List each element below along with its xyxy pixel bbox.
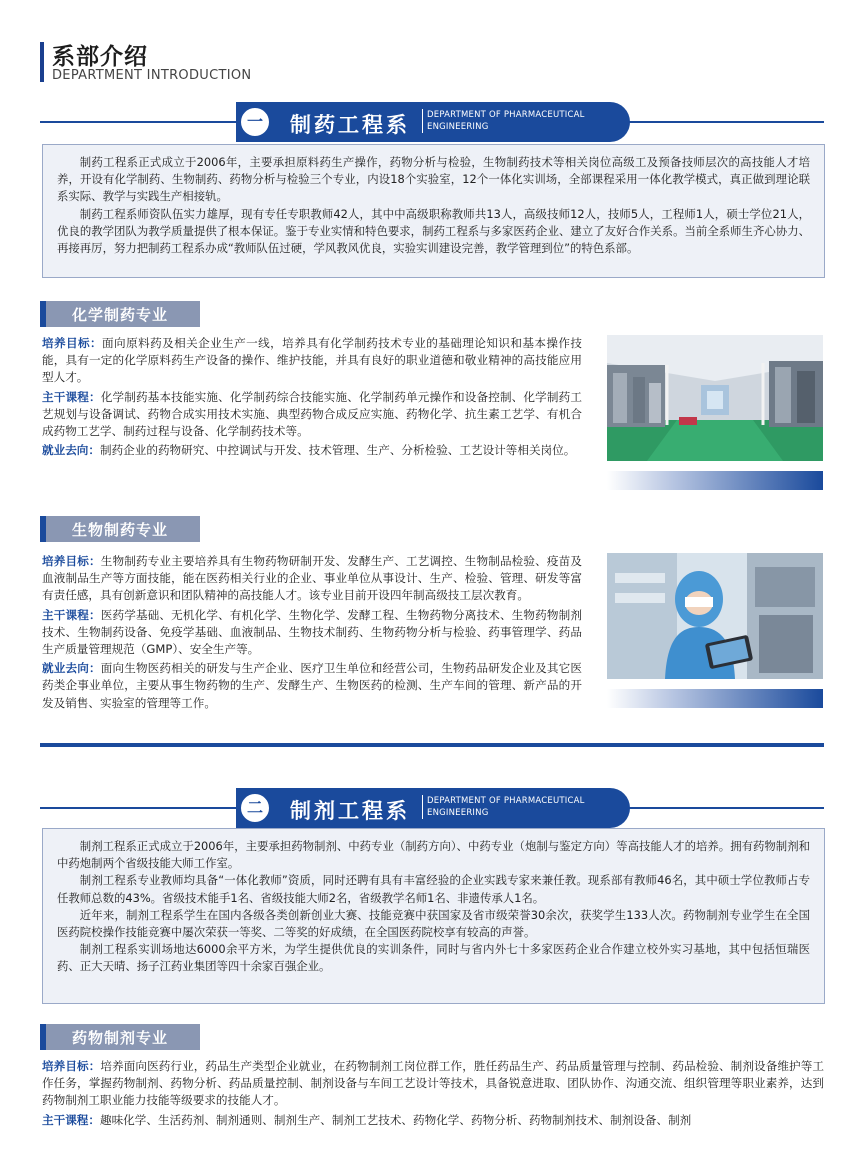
dept2-paragraph: 制剂工程系专业教师均具备“一体化教师”资质，同时还聘有具有丰富经验的企业实践专家来兼任教。现系部有教师46名，其中硕士学位教师占专任教师总数的43%。省级技术能手1名、省级技能大师2名，省级教学名师1名、非遗传承人1名。 xyxy=(57,873,810,905)
career-label: 就业去向： xyxy=(42,443,100,458)
goal-label: 培养目标： xyxy=(42,1059,101,1073)
major-tab-label: 化学制药专业 xyxy=(71,306,168,324)
goal-label: 培养目标： xyxy=(42,336,103,350)
page-subtitle: DEPARTMENT INTRODUCTION xyxy=(52,68,252,83)
major-career xyxy=(42,442,582,459)
major-goal xyxy=(42,335,582,387)
dept1-name: 制药工程系 xyxy=(290,113,410,137)
major-goal xyxy=(42,1058,824,1110)
photo-strip xyxy=(607,689,823,708)
major-career xyxy=(42,660,582,712)
dept2-english-name: DEPARTMENT OF PHARMACEUTICAL ENGINEERING xyxy=(422,795,622,819)
dept1-english-name: DEPARTMENT OF PHARMACEUTICAL ENGINEERING xyxy=(422,109,622,133)
major-goal xyxy=(42,553,582,605)
goal-text: 培养面向医药行业，药品生产类型企业就业，在药物制剂工岗位群工作，胜任药品生产、药品质量管理与控制、药品检验、制剂设备维护等工作任务，掌握药物制剂、药物分析、药品质量控制、制剂设备与车间工艺设计等技术，具备锐意进取、团队协作、沟通交流、组织管理等职业素养，达到药物制剂工职业能力技能等级要求的技能人才。 xyxy=(42,1059,824,1108)
section-separator xyxy=(40,743,824,747)
dept2-name: 制剂工程系 xyxy=(290,799,410,823)
goal-label: 培养目标： xyxy=(42,554,101,568)
dept2-banner xyxy=(236,788,630,828)
major-tab-chemical xyxy=(40,301,200,327)
major-tab-biological xyxy=(40,516,200,542)
major-chemical-text xyxy=(42,335,582,461)
dept1-banner xyxy=(236,102,630,142)
major-course xyxy=(42,1112,824,1129)
dept2-paragraph: 近年来，制剂工程系学生在国内各级各类创新创业大赛、技能竞赛中获国家及省市级荣誉30余次，获奖学生133人次。药物制剂专业学生在全国医药院校操作技能竞赛中屡次荣获一等奖、二等奖的好成绩，在全国医药院校享有较高的声誉。 xyxy=(57,907,810,940)
factory-workshop-photo xyxy=(607,335,823,461)
major-tab-label: 生物制药专业 xyxy=(71,521,168,539)
course-label: 主干课程： xyxy=(42,389,101,404)
goal-text: 生物制药专业主要培养具有生物药物研制开发、发酵生产、工艺调控、生物制品检验、疫苗及血液制品生产等方面技能，能在医药相关行业的企业、事业单位从事设计、生产、检验、管理、研发等富有责任感，具有创新意识和团队精神的高技能人才。该专业目前开设四年制高级技工层次教育。 xyxy=(42,554,582,603)
lab-technician-photo xyxy=(607,553,823,679)
course-text: 化学制药基本技能实施、化学制药综合技能实施、化学制药单元操作和设备控制、化学制药工艺规划与设备调试、药物合成实用技术实施、典型药物合成反应实施、药物化学、抗生素工艺学、有机合成药物工艺学、制药过程与设备、化学制药技术等。 xyxy=(42,389,582,439)
dept2-number-badge: 二 xyxy=(238,791,272,825)
dept2-paragraph: 制剂工程系正式成立于2006年，主要承担药物制剂、中药专业（制药方向）、中药专业（炮制与鉴定方向）等高技能人才的培养。拥有药物制剂和中药炮制两个省级技能大师工作室。 xyxy=(57,839,810,871)
header-accent-bar xyxy=(40,42,44,82)
dept1-intro-box xyxy=(42,144,825,278)
course-text: 医药学基础、无机化学、有机化学、生物化学、发酵工程、生物药物分离技术、生物药物制剂技术、生物制药设备、免疫学基础、血液制品、生物技术制药、生物药物分析与检验、药事管理学、药品生产质量管理规范（GMP）、安全生产等。 xyxy=(42,607,582,657)
dept1-paragraph: 制药工程系师资队伍实力雄厚，现有专任专职教师42人，其中中高级职称教师共13人，高级技师12人，技师5人，工程师1人，硕士学位21人，优良的教学团队为教学质量提供了根本保证。鉴于专业实情和特色要求，制药工程系与多家医药企业、建立了友好合作关系。当前全系师生齐心协力、再接再厉，努力把制药工程系办成“教师队伍过硬，学风教风优良，实验实训建设完善，教学管理到位”的特色系部。 xyxy=(57,206,810,256)
course-text: 趣味化学、生活药剂、制剂通则、制剂生产、制剂工艺技术、药物化学、药物分析、药物制剂技术、制剂设备、制剂 xyxy=(99,1112,692,1127)
photo-strip xyxy=(607,471,823,490)
page-title: 系部介绍 xyxy=(52,44,148,70)
major-biological-text xyxy=(42,553,582,714)
dept2-intro-box xyxy=(42,828,825,1004)
career-text: 制药企业的药物研究、中控调试与开发、技术管理、生产、分析检验、工艺设计等相关岗位。 xyxy=(99,443,576,458)
major-tab-label: 药物制剂专业 xyxy=(71,1029,168,1047)
goal-text: 面向原料药及相关企业生产一线，培养具有化学制药技术专业的基础理论知识和基本操作技能，具有一定的化学原料药生产设备的操作、维护技能，并具有良好的职业道德和敬业精神的高技能应用型人才。 xyxy=(42,336,582,385)
major-course xyxy=(42,607,582,659)
course-label: 主干课程： xyxy=(42,607,101,622)
dept1-paragraph: 制药工程系正式成立于2006年，主要承担原料药生产操作，药物分析与检验，生物制药技术等相关岗位高级工及预备技师层次的高技能人才培养，开设有化学制药、生物制药、药物分析与检验三个专业，内设18个实验室，12个一体化实训场，全部课程采用一体化教学模式，真正做到理论联系实际、教学与实践生产相接轨。 xyxy=(57,155,810,204)
dept1-number-badge: 一 xyxy=(238,105,272,139)
major-course xyxy=(42,389,582,441)
major-formulation-text xyxy=(42,1058,824,1172)
career-text: 面向生物医药相关的研发与生产企业、医疗卫生单位和经营公司，生物药品研发企业及其它医药类企事业单位，主要从事生物药物的生产、发酵生产、生物医药的检测、生产车间的管理、新产品的开发及销售、实验室的管理等工作。 xyxy=(42,661,582,710)
career-label: 就业去向： xyxy=(42,661,101,676)
major-tab-formulation xyxy=(40,1024,200,1050)
dept2-paragraph: 制剂工程系实训场地达6000余平方米，为学生提供优良的实训条件，同时与省内外七十多家医药企业合作建立校外实习基地，其中包括恒瑞医药、正大天晴、扬子江药业集团等四十余家百强企业。 xyxy=(57,942,810,974)
course-label: 主干课程： xyxy=(42,1112,100,1127)
